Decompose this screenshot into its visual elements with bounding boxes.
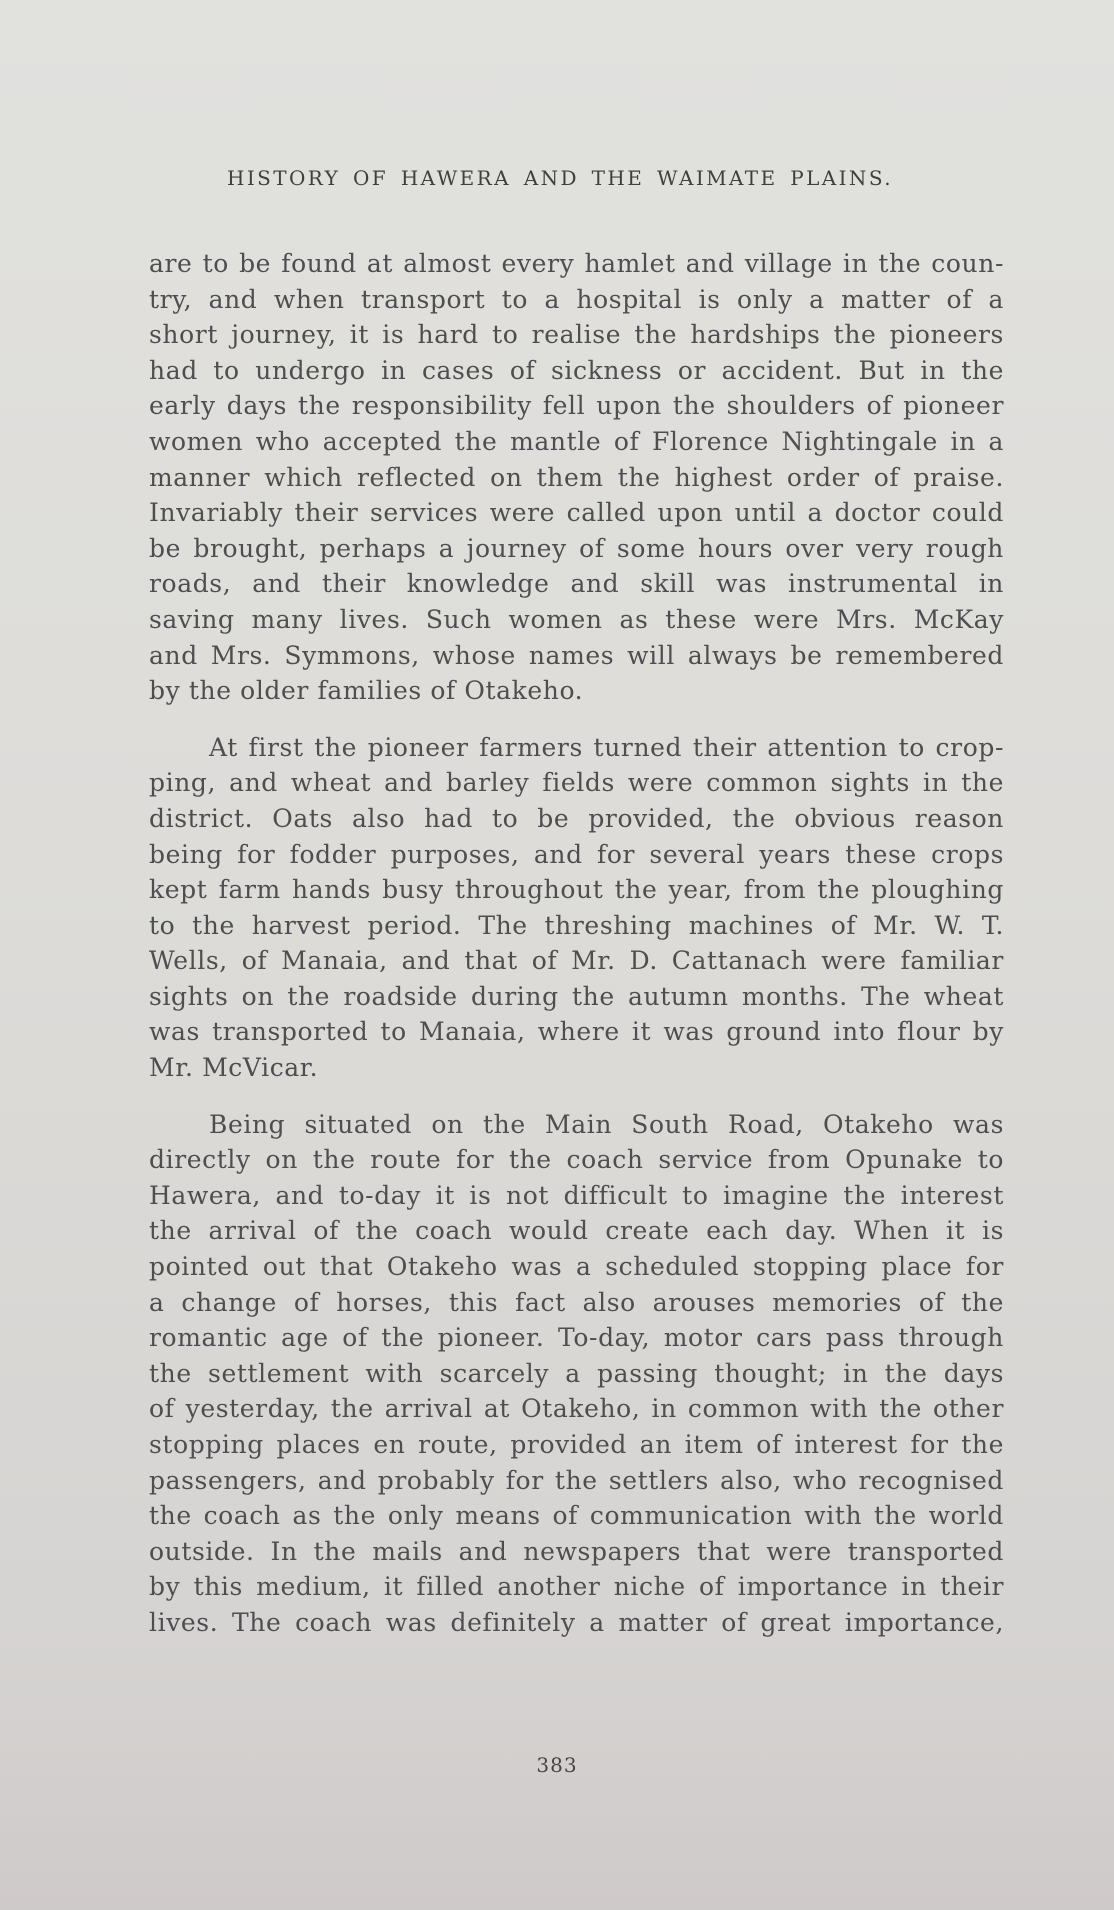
text-line: stopping places en route, provided an item of interest for the bbox=[149, 1430, 1004, 1459]
body-text bbox=[149, 246, 1004, 1641]
text-line: try, and when transport to a hospital is only a matter of a bbox=[149, 284, 1004, 314]
text-line: lives. The coach was definitely a matter of great importance, bbox=[149, 1607, 1004, 1637]
paragraph-1 bbox=[149, 246, 1004, 709]
text-line: pointed out that Otakeho was a scheduled stopping place for bbox=[149, 1252, 1004, 1282]
text-line: At first the pioneer farmers turned their attention to crop- bbox=[209, 732, 1004, 762]
text-line: women who accepted the mantle of Florence Nightingale in a bbox=[149, 426, 1004, 456]
text-line: the coach as the only means of communication with the world bbox=[149, 1501, 1004, 1531]
text-line: Wells, of Manaia, and that of Mr. D. Cattanach were familiar bbox=[149, 946, 1004, 976]
text-line: ping, and wheat and barley fields were common sights in the bbox=[149, 768, 1004, 798]
text-line: short journey, it is hard to realise the hardships the pioneers bbox=[149, 320, 1004, 350]
text-line: roads, and their knowledge and skill was instrumental in bbox=[149, 569, 1004, 599]
text-line: was transported to Manaia, where it was ground into flour by bbox=[149, 1017, 1004, 1047]
text-line: kept farm hands busy throughout the year, from the ploughing bbox=[149, 875, 1004, 905]
text-line: the settlement with scarcely a passing thought; in the days bbox=[149, 1358, 1004, 1388]
paragraph-2 bbox=[149, 730, 1004, 1086]
text-line: had to undergo in cases of sickness or accident. But in the bbox=[149, 355, 1004, 385]
text-line: outside. In the mails and newspapers that were transported bbox=[149, 1536, 1004, 1566]
text-line: saving many lives. Such women as these were Mrs. McKay bbox=[149, 604, 1004, 634]
text-line: are to be found at almost every hamlet and village in the coun- bbox=[149, 249, 1004, 278]
text-line: by this medium, it filled another niche of importance in their bbox=[149, 1572, 1004, 1602]
text-line: Being situated on the Main South Road, Otakeho was bbox=[209, 1109, 1004, 1139]
text-line: passengers, and probably for the settlers also, who recognised bbox=[149, 1465, 1004, 1495]
text-line: directly on the route for the coach service from Opunake to bbox=[149, 1145, 1004, 1175]
text-line: manner which reflected on them the highest order of praise. bbox=[149, 462, 1004, 492]
text-line: the arrival of the coach would create each day. When it is bbox=[149, 1216, 1004, 1246]
text-line: Mr. McVicar. bbox=[149, 1053, 319, 1083]
text-line: to the harvest period. The threshing machines of Mr. W. T. bbox=[149, 910, 1004, 940]
text-line: early days the responsibility fell upon the shoulders of pioneer bbox=[149, 391, 1004, 421]
text-line: romantic age of the pioneer. To-day, motor cars pass through bbox=[149, 1323, 1004, 1353]
text-line: Hawera, and to-day it is not difficult to imagine the interest bbox=[149, 1180, 1004, 1210]
text-line: Invariably their services were called upon until a doctor could bbox=[149, 498, 1004, 528]
text-line: be brought, perhaps a journey of some hours over very rough bbox=[149, 533, 1004, 563]
text-line: district. Oats also had to be provided, the obvious reason bbox=[149, 803, 1004, 833]
text-line: and Mrs. Symmons, whose names will always be remembered bbox=[149, 640, 1004, 670]
page-number: 383 bbox=[536, 1753, 578, 1777]
running-head: HISTORY OF HAWERA AND THE WAIMATE PLAINS. bbox=[227, 166, 893, 190]
text-line: a change of horses, this fact also arouses memories of the bbox=[149, 1287, 1004, 1317]
paragraph-3 bbox=[149, 1107, 1004, 1641]
text-line: sights on the roadside during the autumn months. The wheat bbox=[149, 981, 1004, 1011]
text-line: being for fodder purposes, and for several years these crops bbox=[149, 839, 1004, 869]
text-line: by the older families of Otakeho. bbox=[149, 676, 584, 706]
text-line: of yesterday, the arrival at Otakeho, in common with the other bbox=[149, 1394, 1004, 1424]
